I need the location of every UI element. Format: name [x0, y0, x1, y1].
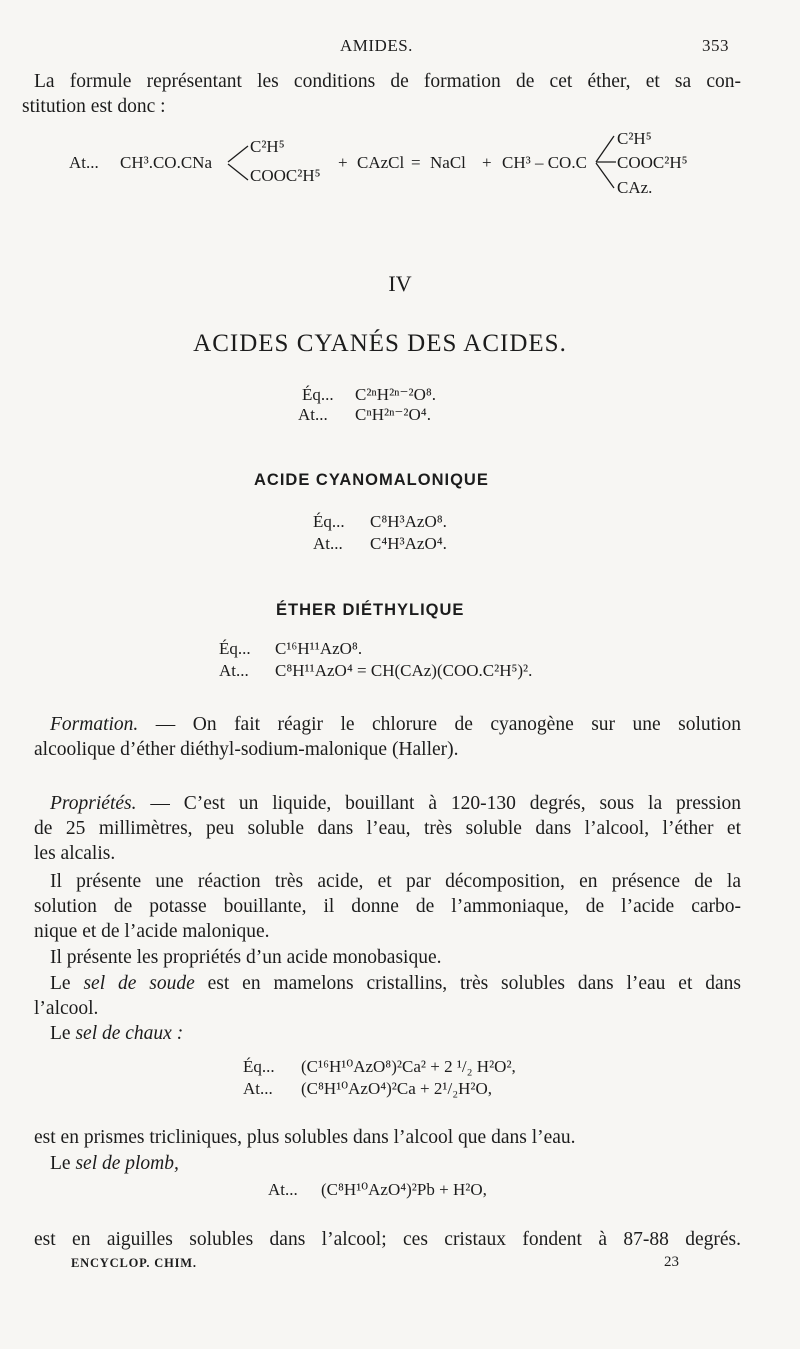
section-formula-at: CⁿH²ⁿ⁻²O⁴. [355, 405, 431, 424]
properties-line-3: les alcalis. [34, 843, 116, 864]
properties-line-1 [34, 791, 741, 816]
reactant-2: CAzCl [357, 153, 405, 172]
reaction-paragraph [34, 869, 741, 944]
soude-label: sel de soude [83, 973, 195, 994]
acid-formula-at: C⁴H³AzO⁴. [370, 534, 447, 553]
after-chaux-line: est en prismes tricliniques, plus solubles dans l’alcool que dans l’eau. [34, 1127, 576, 1148]
ether-formula-at: C⁸H¹¹AzO⁴ = CH(CAz)(COO.C²H⁵)². [275, 661, 533, 680]
properties-paragraph [34, 791, 741, 866]
plomb-paragraph [34, 1151, 741, 1176]
acid-formula-at-label: At... [313, 534, 343, 553]
plomb-line [34, 1151, 741, 1176]
chaux-formula-eq: (C¹⁶H¹⁰AzO⁸)²Ca² + 2 ¹/₂ H²O², [301, 1057, 516, 1076]
chaux-formula-eq-label: Éq... [243, 1057, 275, 1076]
plus-sign-2: + [482, 153, 492, 172]
acid-heading: ACIDE CYANOMALONIQUE [254, 471, 489, 489]
section-formula-eq: C²ⁿH²ⁿ⁻²O⁸. [355, 385, 437, 404]
section-formula-at-label: At... [298, 405, 328, 424]
intro-line-2: stitution est donc : [22, 96, 166, 117]
plus-sign: + [338, 153, 348, 172]
ether-heading: ÉTHER DIÉTHYLIQUE [276, 601, 465, 619]
reactant-branch-top: C²H⁵ [250, 137, 285, 156]
soude-prefix: Le [50, 973, 84, 994]
reaction-line-2: solution de potasse bouillante, il donne de l’ammoniaque, de l’acide carbo- [34, 896, 741, 917]
ether-formula-at-label: At... [219, 661, 249, 680]
reaction-line-3: nique et de l’acide malonique. [34, 921, 270, 942]
final-line: est en aiguilles solubles dans l’alcool; ces cristaux fondent à 87-88 degrés. [34, 1229, 741, 1250]
ether-formula-eq: C¹⁶H¹¹AzO⁸. [275, 639, 363, 658]
reaction-prefix: At... [69, 153, 99, 172]
section-number: IV [388, 271, 412, 296]
monobasic-paragraph [34, 945, 741, 970]
chaux-prefix: Le [50, 1023, 76, 1044]
chaux-formula-at: (C⁸H¹⁰AzO⁴)²Ca + 2¹/₂H²O, [301, 1079, 493, 1098]
ether-formula-eq-label: Éq... [219, 639, 251, 658]
product-1: NaCl [430, 153, 466, 172]
monobasic-line: Il présente les propriétés d’un acide monobasique. [50, 947, 442, 968]
formation-paragraph [34, 712, 741, 762]
reactant-branch-lines [226, 142, 252, 182]
soude-line-2: l’alcool. [34, 998, 99, 1019]
equals-sign: = [411, 153, 421, 172]
product-branch-top: C²H⁵ [617, 129, 652, 148]
plomb-formula-at: (C⁸H¹⁰AzO⁴)²Pb + H²O, [321, 1180, 487, 1199]
after-chaux-paragraph [34, 1125, 741, 1150]
soude-line-1 [34, 971, 741, 996]
footer-sheet-number: 23 [664, 1254, 679, 1270]
formation-line-2: alcoolique d’éther diéthyl-sodium-malonique (Haller). [34, 739, 459, 760]
reaction-line-1: Il présente une réaction très acide, et par décomposition, en présence de la [50, 871, 741, 892]
soude-line-1-text: est en mamelons cristallins, très solubles dans l’eau et dans [194, 973, 741, 994]
running-title: AMIDES. [340, 36, 413, 55]
intro-paragraph [22, 69, 741, 119]
properties-line-1-text: — C’est un liquide, bouillant à 120-130 degrés, sous la pression [136, 793, 741, 814]
product-branch-bottom: CAz. [617, 178, 653, 197]
plomb-label: sel de plomb, [75, 1153, 179, 1174]
plomb-prefix: Le [50, 1153, 76, 1174]
acid-formula-eq: C⁸H³AzO⁸. [370, 512, 447, 531]
footer-signature: ENCYCLOP. CHIM. [71, 1256, 197, 1270]
product-2: CH³ – CO.C [502, 153, 587, 172]
chaux-label: sel de chaux : [75, 1023, 184, 1044]
acid-formula-eq-label: Éq... [313, 512, 345, 531]
reactant-1: CH³.CO.CNa [120, 153, 212, 172]
reactant-branch-bottom: COOC²H⁵ [250, 166, 321, 185]
formation-line-1-text: — On fait réagir le chlorure de cyanogène sur une solution [138, 714, 741, 735]
soude-paragraph [34, 971, 741, 1021]
page-number: 353 [702, 36, 729, 55]
formation-line-1 [34, 712, 741, 737]
chaux-paragraph [34, 1021, 741, 1046]
chaux-line [34, 1021, 741, 1046]
section-title: ACIDES CYANÉS DES ACIDES. [193, 330, 567, 357]
properties-line-2: de 25 millimètres, peu soluble dans l’eau, très soluble dans l’alcool, l’éther et [34, 818, 741, 839]
final-paragraph [34, 1227, 741, 1252]
product-branch-lines [594, 130, 618, 192]
chaux-formula-at-label: At... [243, 1079, 273, 1098]
properties-label: Propriétés. [50, 793, 137, 814]
product-branch-mid: COOC²H⁵ [617, 153, 688, 172]
section-formula-eq-label: Éq... [302, 385, 334, 404]
formation-label: Formation. [50, 714, 139, 735]
intro-line-1: La formule représentant les conditions de formation de cet éther, et sa con- [34, 71, 741, 92]
reaction-equation [0, 120, 800, 200]
plomb-formula-at-label: At... [268, 1180, 298, 1199]
